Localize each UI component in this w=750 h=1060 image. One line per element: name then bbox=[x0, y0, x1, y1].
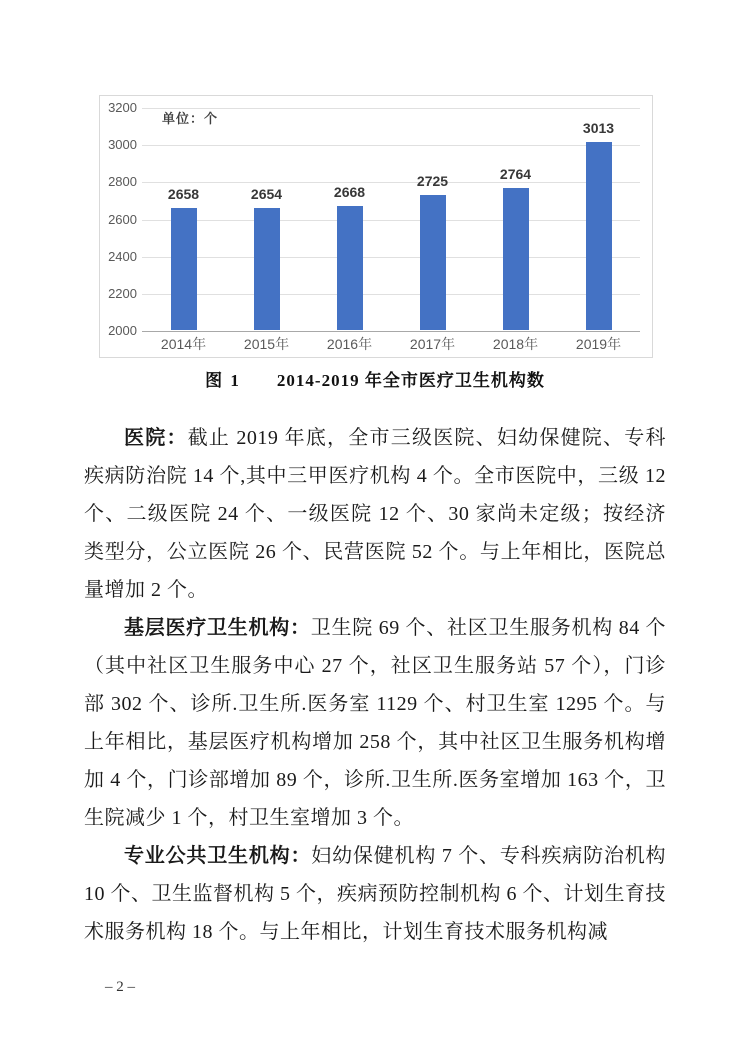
bar-2014年 bbox=[171, 208, 197, 330]
x-tick-label: 2019年 bbox=[575, 336, 622, 352]
figure-title: 2014-2019 年全市医疗卫生机构数 bbox=[276, 371, 545, 390]
x-axis bbox=[142, 335, 640, 355]
x-tick-label: 2018年 bbox=[492, 336, 539, 352]
figure-caption bbox=[0, 366, 750, 391]
bar-value-label: 2668 bbox=[333, 183, 366, 200]
paragraph-lead: 医院： bbox=[124, 427, 188, 449]
bar-2018年 bbox=[503, 188, 529, 330]
paragraph-primary-care bbox=[84, 609, 666, 837]
grid-line bbox=[142, 108, 640, 109]
y-tick-label: 2400 bbox=[108, 248, 137, 264]
paragraph-hospitals bbox=[84, 419, 666, 609]
plot-area bbox=[142, 108, 640, 331]
bar-value-label: 2725 bbox=[416, 173, 449, 190]
grid-line bbox=[142, 145, 640, 146]
paragraph-lead: 专业公共卫生机构： bbox=[124, 845, 312, 867]
paragraph-lead: 基层医疗卫生机构： bbox=[124, 617, 311, 639]
y-tick-label: 2200 bbox=[108, 285, 137, 301]
bar-2017年 bbox=[420, 195, 446, 330]
bar-2016年 bbox=[337, 206, 363, 330]
paragraph-body: 妇幼保健机构 7 个、专科疾病防治机构 10 个、卫生监督机构 5 个，疾病预防控制机构 6 个、计划生育技术服务机构 18 个。与上年相比，计划生育技术服务机构减 bbox=[84, 845, 667, 943]
grid-line bbox=[142, 331, 640, 332]
bar-2019年 bbox=[586, 142, 612, 330]
y-tick-label: 3200 bbox=[108, 100, 137, 115]
bar-value-label: 2764 bbox=[499, 166, 532, 183]
grid-line bbox=[142, 220, 640, 221]
paragraph-body: 卫生院 69 个、社区卫生服务机构 84 个（其中社区卫生服务中心 27 个，社区卫生服务站 57 个），门诊部 302 个、诊所.卫生所.医务室 1129 个、村卫生室 1295 个。与上年相比，基层医疗机构增加 258 个，其中社区卫生服务机构增加 4 个，门诊部增加 89 个，诊所.卫生所.医务室增加 163 个，卫生院减少 1 个，村卫生室增加 3 个。 bbox=[84, 617, 666, 829]
bar-value-label: 2654 bbox=[250, 186, 283, 203]
bar-2015年 bbox=[254, 208, 280, 330]
page-number: – 2 – bbox=[105, 979, 135, 995]
grid-line bbox=[142, 182, 640, 183]
figure-number: 图 1 bbox=[205, 371, 241, 390]
x-tick-label: 2014年 bbox=[160, 336, 207, 352]
paragraph-public-health bbox=[84, 837, 666, 951]
x-tick-label: 2015年 bbox=[243, 336, 290, 352]
chart-unit-label: 单位：个 bbox=[162, 111, 219, 126]
chart-figure bbox=[99, 95, 653, 358]
grid-line bbox=[142, 257, 640, 258]
bar-value-label: 2658 bbox=[167, 185, 200, 202]
body-text bbox=[84, 419, 666, 951]
y-tick-label: 2800 bbox=[108, 174, 137, 190]
x-tick-label: 2017年 bbox=[409, 336, 456, 352]
y-tick-label: 2000 bbox=[108, 323, 137, 338]
bar-value-label: 3013 bbox=[582, 119, 615, 136]
y-tick-label: 2600 bbox=[108, 211, 137, 227]
y-tick-label: 3000 bbox=[108, 137, 137, 153]
paragraph-body: 截止 2019 年底，全市三级医院、妇幼保健院、专科疾病防治院 14 个,其中三甲医疗机构 4 个。全市医院中，三级 12 个、二级医院 24 个、一级医院 12 个、30 家尚未定级；按经济类型分，公立医院 26 个、民营医院 52 个。与上年相比，医院总量增加 2 个。 bbox=[84, 427, 666, 601]
x-tick-label: 2016年 bbox=[326, 336, 373, 352]
grid-line bbox=[142, 294, 640, 295]
